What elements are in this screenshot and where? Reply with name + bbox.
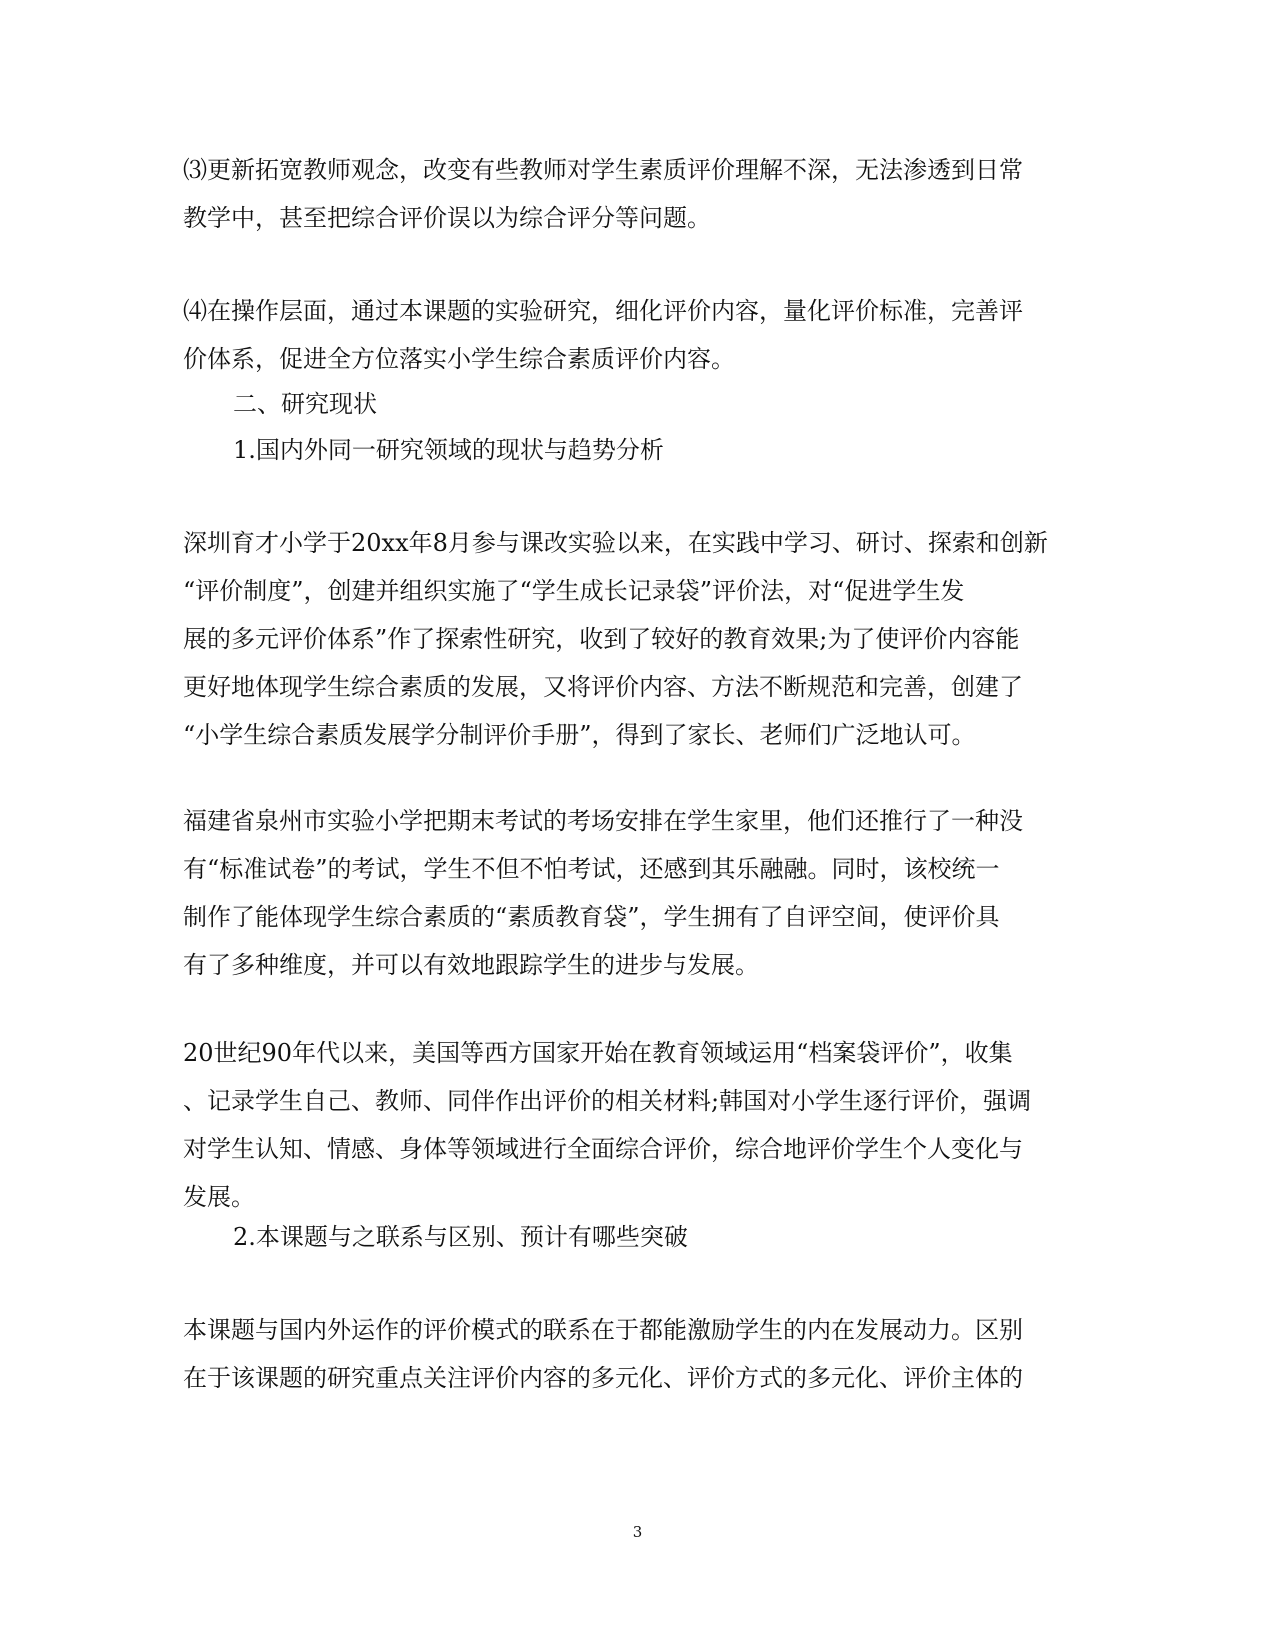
paragraph-fujian-quanzhou <box>183 797 1083 989</box>
text-line: 有了多种维度，并可以有效地跟踪学生的进步与发展。 <box>183 951 759 979</box>
text-line: 有“标准试卷”的考试，学生不但不怕考试，还感到其乐融融。同时，该校统一 <box>183 855 1000 883</box>
text-line: 发展。 <box>183 1183 255 1211</box>
text-line: 、记录学生自己、教师、同伴作出评价的相关材料;韩国对小学生逐行评价，强调 <box>183 1087 1032 1115</box>
text-line: 展的多元评价体系”作了探索性研究，收到了较好的教育效果;为了使评价内容能 <box>183 625 1020 653</box>
subheading-domestic-foreign-status <box>233 426 1133 474</box>
page-number: 3 <box>632 1523 643 1541</box>
text-line: ⑷在操作层面，通过本课题的实验研究，细化评价内容，量化评价标准，完善评 <box>183 297 1023 325</box>
text-line: “小学生综合素质发展学分制评价手册”，得到了家长、老师们广泛地认可。 <box>183 721 976 749</box>
text-line: 制作了能体现学生综合素质的“素质教育袋”，学生拥有了自评空间，使评价具 <box>183 903 1000 931</box>
text-line: 价体系，促进全方位落实小学生综合素质评价内容。 <box>183 345 735 373</box>
text-line: 教学中，甚至把综合评价误以为综合评分等问题。 <box>183 204 711 232</box>
paragraph-project-comparison <box>183 1306 1083 1402</box>
section-heading-research-status <box>233 380 1133 428</box>
heading-text: 1.国内外同一研究领域的现状与趋势分析 <box>233 436 664 464</box>
text-line: 更好地体现学生综合素质的发展，又将评价内容、方法不断规范和完善，创建了 <box>183 673 1023 701</box>
heading-text: 二、研究现状 <box>233 390 377 418</box>
text-line: 在于该课题的研究重点关注评价内容的多元化、评价方式的多元化、评价主体的 <box>183 1364 1023 1392</box>
text-line: 对学生认知、情感、身体等领域进行全面综合评价，综合地评价学生个人变化与 <box>183 1135 1023 1163</box>
text-line: 本课题与国内外运作的评价模式的联系在于都能激励学生的内在发展动力。区别 <box>183 1316 1023 1344</box>
text-line: 福建省泉州市实验小学把期末考试的考场安排在学生家里，他们还推行了一种没 <box>183 807 1023 835</box>
paragraph-update-teacher-concepts <box>183 146 1083 242</box>
text-line: ⑶更新拓宽教师观念，改变有些教师对学生素质评价理解不深，无法渗透到日常 <box>183 156 1023 184</box>
subheading-connection-difference <box>233 1213 1133 1261</box>
paragraph-operation-level <box>183 287 1083 383</box>
paragraph-portfolio-evaluation <box>183 1029 1083 1221</box>
text-line: 深圳育才小学于20xx年8月参与课改实验以来，在实践中学习、研讨、探索和创新 <box>183 529 1048 557</box>
text-line: 20世纪90年代以来，美国等西方国家开始在教育领域运用“档案袋评价”，收集 <box>183 1039 1013 1067</box>
text-line: “评价制度”，创建并组织实施了“学生成长记录袋”评价法，对“促进学生发 <box>183 577 965 605</box>
paragraph-shenzhen-yucai <box>183 519 1083 759</box>
heading-text: 2.本课题与之联系与区别、预计有哪些突破 <box>233 1223 688 1251</box>
